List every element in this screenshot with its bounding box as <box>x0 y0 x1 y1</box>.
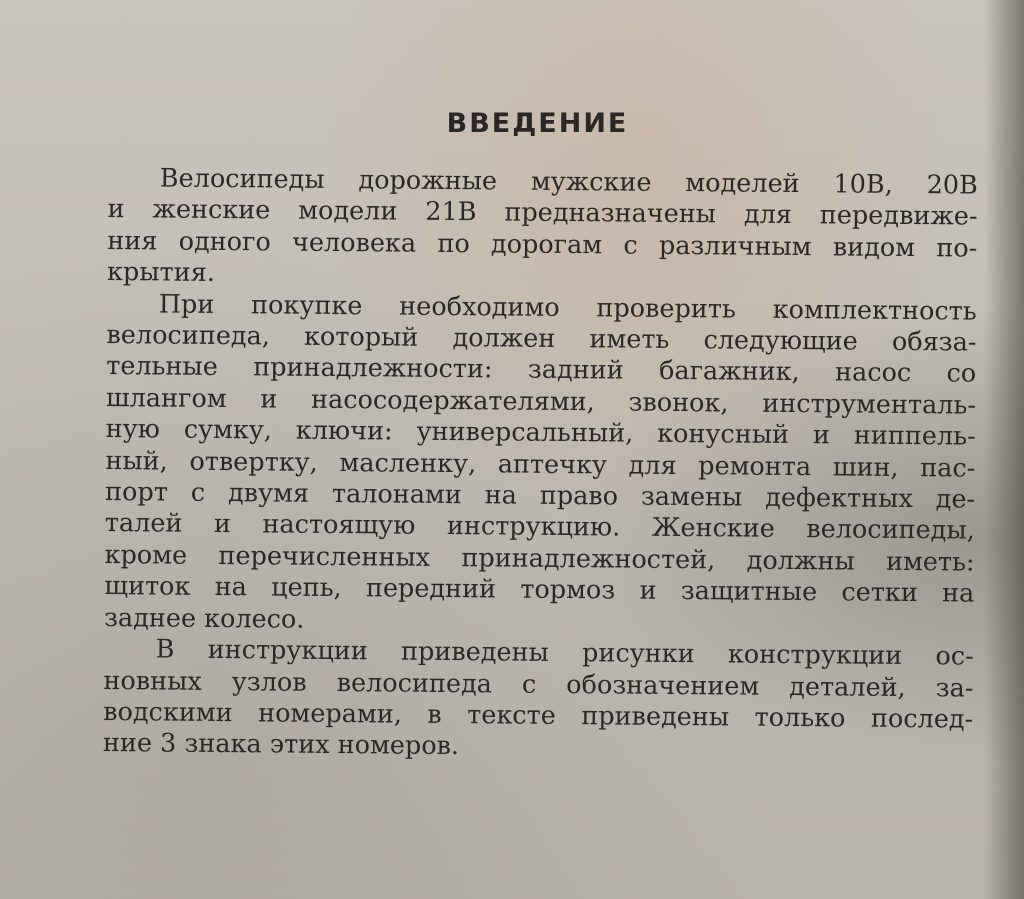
text-line: ния одного человека по дорогам с различным видом по- <box>107 225 978 264</box>
text-line: новных узлов велосипеда с обозначением деталей, за- <box>103 665 974 704</box>
text-line: Велосипеды дорожные мужские моделей 10В, 20В <box>159 163 978 201</box>
text-line: При покупке необходимо проверить комплектность <box>158 289 977 327</box>
text-line: и женские модели 21В предназначены для передвиже- <box>107 194 978 232</box>
text-line: порт с двумя талонами на право замены дефектных де- <box>104 477 976 515</box>
text-line: ную сумку, ключи: универсальный, конусный и ниппель- <box>105 414 976 452</box>
text-line: ние 3 знака этих номеров. <box>102 728 460 762</box>
text-line: крытия. <box>106 257 216 289</box>
text-line: заднее колесо. <box>103 602 305 635</box>
text-line: щиток на цепь, передний тормоз и защитные сетки на <box>104 571 975 609</box>
text-line: шлангом и насосодержателями, звонок, инструменталь- <box>105 382 977 421</box>
text-line: водскими номерами, в тексте приведены только послед- <box>103 696 974 735</box>
section-heading: ВВЕДЕНИЕ <box>446 108 629 139</box>
body-text <box>103 163 978 767</box>
text-line: талей и настоящую инструкцию. Женские велосипеды, <box>104 508 975 547</box>
text-line: В инструкции приведены рисунки конструкции ос- <box>155 634 974 672</box>
text-line: велосипеда, который должен иметь следующие обяза- <box>106 320 977 358</box>
text-line: ный, отвертку, масленку, аптечку для ремонта шин, пас- <box>105 445 976 484</box>
text-line: кроме перечисленных принадлежностей, должны иметь: <box>104 539 975 578</box>
text-line: тельные принадлежности: задний багажник, насос со <box>106 351 977 390</box>
